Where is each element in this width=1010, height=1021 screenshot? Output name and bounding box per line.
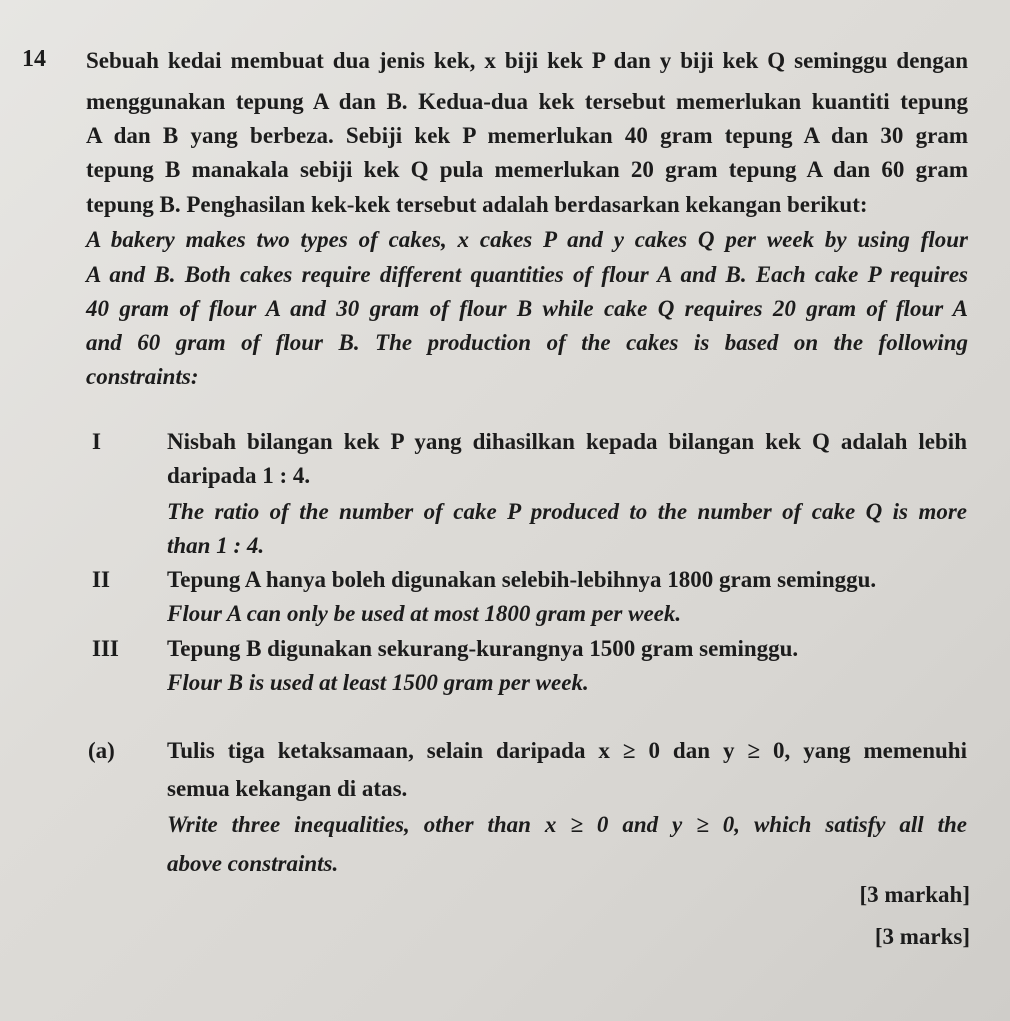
intro-en-line-1: A bakery makes two types of cakes, x cakes P and y cakes Q per week by using flour [86, 227, 968, 252]
constraint-1-en-line-2: than 1 : 4. [167, 533, 265, 558]
part-a-bm-line-1: Tulis tiga ketaksamaan, selain daripada x ≥ 0 dan y ≥ 0, yang memenuhi [167, 738, 967, 763]
intro-bm-line-4: tepung B manakala sebiji kek Q pula memerlukan 20 gram tepung A dan 60 gram [86, 157, 968, 182]
intro-en-line-4: and 60 gram of flour B. The production of the cakes is based on the following [86, 330, 968, 355]
intro-bm-line-5: tepung B. Penghasilan kek-kek tersebut adalah berdasarkan kekangan berikut: [86, 192, 868, 217]
constraint-numeral-2: II [92, 567, 110, 592]
constraint-2-bm-line-1: Tepung A hanya boleh digunakan selebih-lebihnya 1800 gram seminggu. [167, 567, 877, 592]
intro-en-line-5: constraints: [86, 364, 199, 389]
marks-en: [3 marks] [874, 924, 970, 949]
intro-en-line-3: 40 gram of flour A and 30 gram of flour B while cake Q requires 20 gram of flour A [86, 296, 968, 321]
question-number: 14 [22, 46, 46, 72]
constraint-3-bm-line-1: Tepung B digunakan sekurang-kurangnya 1500 gram seminggu. [167, 636, 799, 661]
constraint-numeral-3: III [92, 636, 119, 661]
constraint-1-bm-line-2: daripada 1 : 4. [167, 463, 311, 488]
constraint-3-en-line-1: Flour B is used at least 1500 gram per week. [167, 670, 589, 695]
intro-bm-line-2: menggunakan tepung A dan B. Kedua-dua kek tersebut memerlukan kuantiti tepung [86, 89, 968, 114]
part-a-en-line-2: above constraints. [167, 851, 339, 876]
constraint-2-en-line-1: Flour A can only be used at most 1800 gram per week. [167, 601, 682, 626]
part-a-en-line-1: Write three inequalities, other than x ≥ 0 and y ≥ 0, which satisfy all the [167, 812, 967, 837]
intro-en-line-2: A and B. Both cakes require different quantities of flour A and B. Each cake P requires [86, 262, 968, 287]
constraint-1-en-line-1: The ratio of the number of cake P produced to the number of cake Q is more [167, 499, 967, 524]
part-a-bm-line-2: semua kekangan di atas. [167, 776, 408, 801]
part-a-label: (a) [88, 738, 115, 763]
constraint-numeral-1: I [92, 429, 101, 454]
marks-bm: [3 markah] [859, 882, 970, 907]
constraint-1-bm-line-1: Nisbah bilangan kek P yang dihasilkan kepada bilangan kek Q adalah lebih [167, 429, 967, 454]
intro-bm-line-1: Sebuah kedai membuat dua jenis kek, x biji kek P dan y biji kek Q seminggu dengan [86, 48, 968, 73]
intro-bm-line-3: A dan B yang berbeza. Sebiji kek P memerlukan 40 gram tepung A dan 30 gram [86, 123, 968, 148]
